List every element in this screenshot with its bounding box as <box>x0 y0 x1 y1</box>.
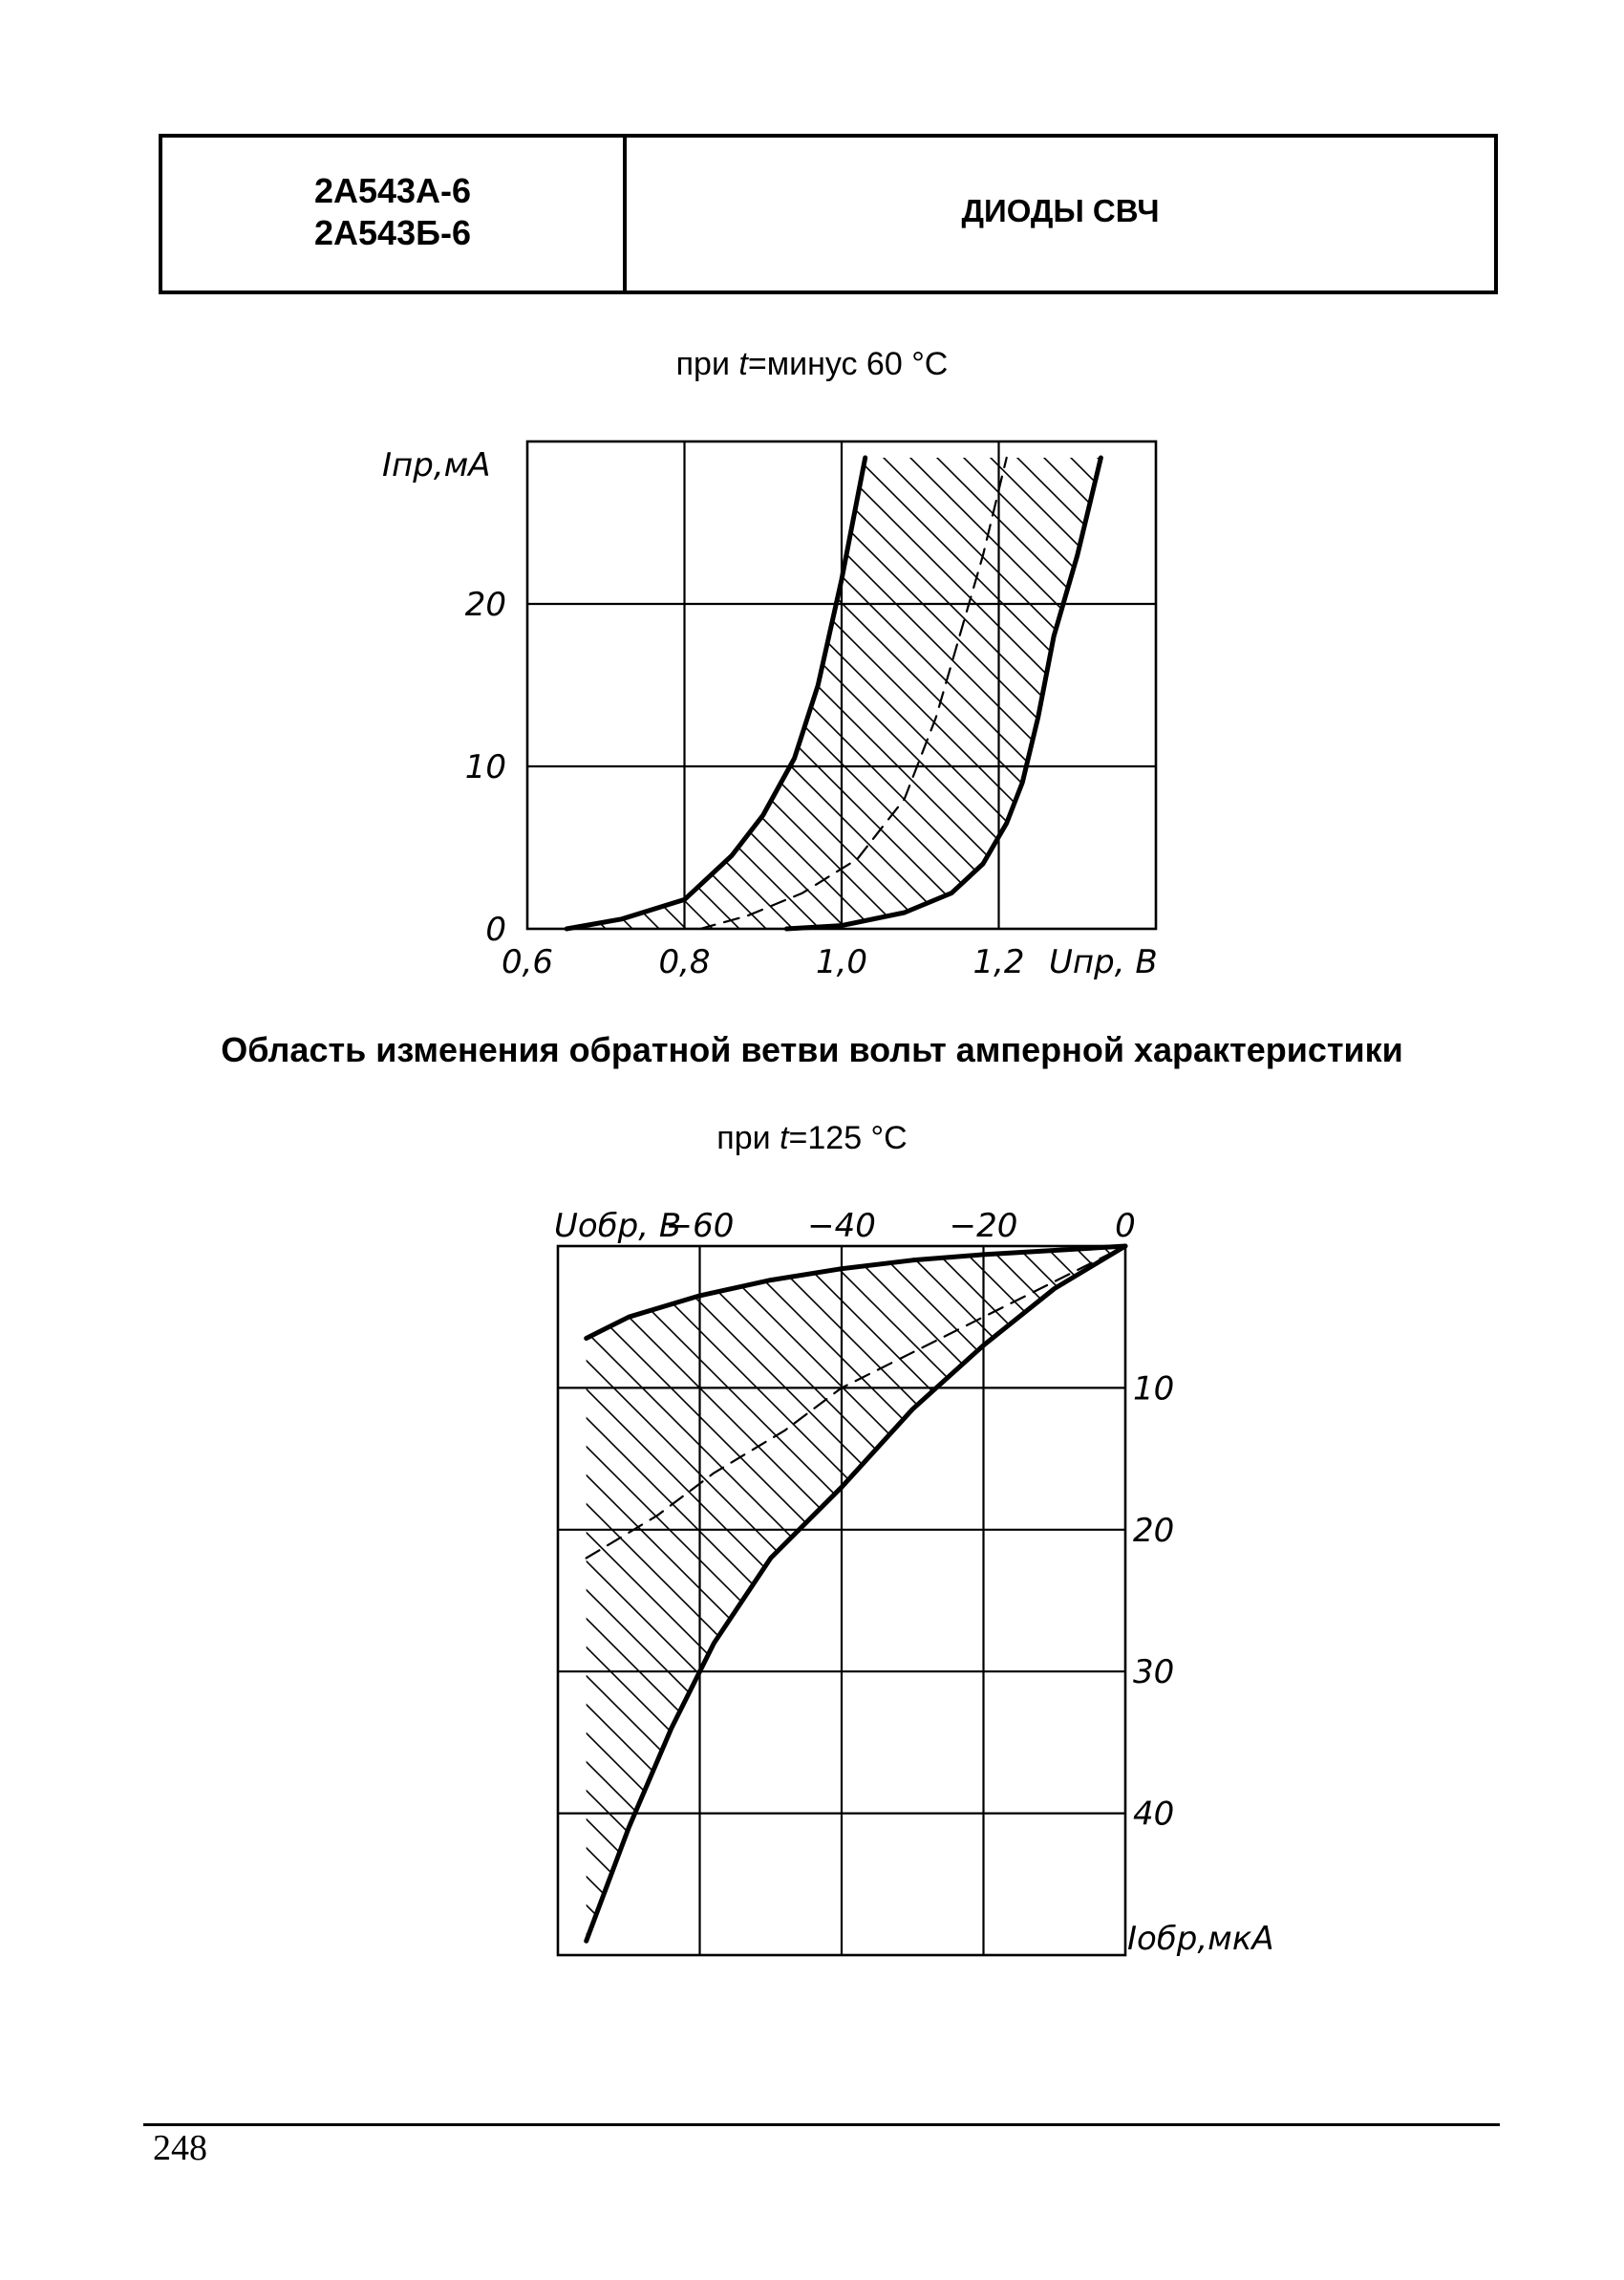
hatch-line <box>0 422 90 948</box>
hatch-line <box>1141 1227 1624 1974</box>
hatch-line <box>848 422 1374 948</box>
hatch-line <box>0 422 411 948</box>
model-name-b: 2А543Б-6 <box>314 213 471 252</box>
y-tick-label: 30 <box>1133 1653 1175 1692</box>
hatch-line <box>126 422 652 948</box>
hatch-line <box>0 422 304 948</box>
y-tick-label: 10 <box>1133 1369 1175 1409</box>
hatch-line <box>688 422 1213 948</box>
section-title: Область изменения обратной ветви вольт амперной характеристики <box>221 1030 1403 1069</box>
hatch-line <box>1517 422 1624 948</box>
hatch-line <box>310 1227 1057 1974</box>
chart1-condition-var: t <box>738 346 748 382</box>
hatch-line <box>1330 422 1624 948</box>
y-tick-label: 10 <box>464 748 506 786</box>
hatch-line <box>539 1227 1286 1974</box>
page-number: 248 <box>153 2128 207 2168</box>
hatch-line <box>0 422 36 948</box>
hatch-line <box>0 1227 598 1974</box>
hatch-line <box>0 422 384 948</box>
hatch-line <box>797 1227 1544 1974</box>
hatch-line <box>0 422 224 948</box>
hatch-line <box>1485 1227 1624 1974</box>
hatch-line <box>224 1227 971 1974</box>
band-hatching <box>0 422 1624 948</box>
hatch-line <box>338 1227 1085 1974</box>
hatch-line <box>340 422 865 948</box>
hatch-line <box>206 422 732 948</box>
hatch-line <box>661 422 1186 948</box>
hatch-line <box>0 422 197 948</box>
hatch-line <box>233 422 759 948</box>
hatch-line <box>0 1227 369 1974</box>
hatch-line <box>795 422 1320 948</box>
hatch-line <box>1599 1227 1624 1974</box>
hatch-line <box>0 422 518 948</box>
hatch-line <box>768 1227 1515 1974</box>
hatch-line <box>0 1227 82 1974</box>
hatch-line <box>955 422 1481 948</box>
hatch-line <box>0 422 438 948</box>
hatch-line <box>997 1227 1624 1974</box>
hatch-line <box>0 1227 225 1974</box>
hatch-line <box>1571 1227 1624 1974</box>
hatch-line <box>1196 422 1624 948</box>
hatch-line <box>1313 1227 1624 1974</box>
hatch-line <box>1227 1227 1624 1974</box>
hatch-line <box>1370 1227 1624 1974</box>
x-tick-label: 1,2 <box>972 943 1025 981</box>
hatch-line <box>0 422 331 948</box>
hatch-line <box>768 422 1293 948</box>
hatch-line <box>1303 422 1624 948</box>
y-tick-label: 40 <box>1133 1795 1175 1834</box>
hatch-line <box>0 1227 541 1974</box>
hatch-line <box>854 1227 1601 1974</box>
hatch-line <box>653 1227 1400 1974</box>
hatch-line <box>0 1227 684 1974</box>
hatch-line <box>1089 422 1614 948</box>
hatch-line <box>1437 422 1624 948</box>
hatch-line <box>73 422 598 948</box>
hatch-line <box>1169 1227 1624 1974</box>
model-name-a: 2А543А-6 <box>313 171 472 210</box>
hatch-line <box>0 422 491 948</box>
hatch-line <box>99 422 625 948</box>
hatch-line <box>0 422 143 948</box>
hatch-line <box>138 1227 885 1974</box>
hatch-line <box>1112 1227 1624 1974</box>
hatch-line <box>52 1227 799 1974</box>
hatch-line <box>252 1227 999 1974</box>
hatch-line <box>1464 422 1624 948</box>
hatch-line <box>0 1227 512 1974</box>
y-tick-label: 20 <box>464 586 506 624</box>
chart2-condition-suffix: =125 °С <box>788 1120 908 1156</box>
hatch-line <box>1399 1227 1624 1974</box>
hatch-line <box>1542 1227 1624 1974</box>
hatch-line <box>481 1227 1229 1974</box>
hatch-line <box>281 1227 1028 1974</box>
hatch-line <box>0 1227 340 1974</box>
hatch-line <box>0 422 250 948</box>
hatch-line <box>1490 422 1624 948</box>
hatch-line <box>23 1227 770 1974</box>
hatch-line <box>1250 422 1624 948</box>
hatch-line <box>1116 422 1624 948</box>
chart1-condition-suffix: =минус 60 °С <box>747 346 949 382</box>
boundary-curve <box>587 1246 1125 1941</box>
hatch-line <box>625 1227 1372 1974</box>
hatch-line <box>1255 1227 1624 1974</box>
hatch-line <box>0 422 464 948</box>
hatch-line <box>0 1227 283 1974</box>
hatch-line <box>474 422 999 948</box>
hatch-line <box>0 1227 254 1974</box>
hatch-line <box>1083 1227 1624 1974</box>
hatch-line <box>0 1227 139 1974</box>
hatch-line <box>1357 422 1624 948</box>
hatch-line <box>1143 422 1624 948</box>
hatch-line <box>1055 1227 1624 1974</box>
hatch-line <box>0 1227 168 1974</box>
hatch-line <box>501 422 1026 948</box>
hatch-line <box>0 1227 741 1974</box>
hatch-line <box>0 422 170 948</box>
x-tick-label: 0,8 <box>658 943 711 981</box>
hatch-line <box>1513 1227 1624 1974</box>
hatch-line <box>0 1227 111 1974</box>
footer-rule <box>143 2123 1500 2126</box>
hatch-line <box>166 1227 913 1974</box>
y-tick-label: 20 <box>1133 1511 1175 1550</box>
hatch-line <box>0 422 277 948</box>
chart2-y-axis-label: Iобр,мкА <box>1127 1920 1274 1958</box>
chart1-y-axis-label: Iпр,мА <box>382 446 491 484</box>
x-tick-label: 0,6 <box>501 943 554 981</box>
hatch-line <box>1383 422 1624 948</box>
hatch-line <box>1169 422 1624 948</box>
hatch-line <box>1276 422 1624 948</box>
tolerance-band <box>566 458 1100 929</box>
hatch-line <box>287 422 812 948</box>
hatch-line <box>19 422 545 948</box>
hatch-line <box>0 1227 627 1974</box>
hatch-line <box>0 1227 397 1974</box>
hatch-line <box>929 422 1454 948</box>
hatch-line <box>260 422 785 948</box>
x-tick-label: 1,0 <box>815 943 868 981</box>
hatch-line <box>0 1227 197 1974</box>
hatch-line <box>1198 1227 1624 1974</box>
x-tick-label: −40 <box>807 1207 876 1245</box>
chart1-condition-prefix: при <box>675 346 739 382</box>
hatch-line <box>1062 422 1588 948</box>
hatch-line <box>608 422 1133 948</box>
hatch-line <box>0 1227 713 1974</box>
hatch-line <box>739 1227 1486 1974</box>
hatch-line <box>1009 422 1534 948</box>
hatch-line <box>1456 1227 1624 1974</box>
hatch-line <box>825 1227 1572 1974</box>
hatch-line <box>46 422 571 948</box>
chart2-condition-var: t <box>780 1120 789 1156</box>
hatch-line <box>80 1227 827 1974</box>
hatch-line <box>634 422 1160 948</box>
chart1-x-axis-label: Uпр, В <box>1049 943 1158 981</box>
hatch-line <box>180 422 705 948</box>
hatch-line <box>1427 1227 1624 1974</box>
hatch-line <box>875 422 1400 948</box>
hatch-line <box>195 1227 942 1974</box>
hatch-line <box>1597 422 1624 948</box>
hatch-line <box>1341 1227 1624 1974</box>
tolerance-band <box>587 1246 1125 1941</box>
band-hatching <box>0 1227 1624 1974</box>
hatch-line <box>1284 1227 1624 1974</box>
boundary-curve <box>566 458 865 929</box>
header-title: ДИОДЫ СВЧ <box>961 193 1160 228</box>
hatch-line <box>0 422 357 948</box>
hatch-line <box>911 1227 1624 1974</box>
hatch-line <box>0 1227 311 1974</box>
hatch-line <box>1544 422 1624 948</box>
forward-branch-chart <box>0 422 1624 981</box>
x-tick-label: −60 <box>665 1207 735 1245</box>
hatch-line <box>0 1227 426 1974</box>
hatch-line <box>0 422 10 948</box>
hatch-line <box>0 1227 483 1974</box>
hatch-line <box>1026 1227 1624 1974</box>
hatch-line <box>0 1227 569 1974</box>
reverse-branch-chart <box>0 1207 1624 1974</box>
hatch-line <box>711 1227 1458 1974</box>
hatch-line <box>453 1227 1200 1974</box>
hatch-line <box>969 1227 1624 1974</box>
chart2-condition-prefix: при <box>716 1120 780 1156</box>
hatch-line <box>940 1227 1624 1974</box>
hatch-line <box>1036 422 1561 948</box>
hatch-line <box>0 1227 455 1974</box>
hatch-line <box>982 422 1507 948</box>
hatch-line <box>420 422 946 948</box>
x-tick-label: −20 <box>949 1207 1018 1245</box>
chart2-x-axis-label: Uобр, В <box>554 1207 682 1245</box>
hatch-line <box>596 1227 1343 1974</box>
typical-curve <box>587 1246 1125 1559</box>
hatch-line <box>0 422 63 948</box>
hatch-line <box>0 1227 53 1974</box>
boundary-curve <box>587 1246 1125 1339</box>
hatch-line <box>0 422 117 948</box>
y-tick-label: 0 <box>485 911 506 949</box>
hatch-line <box>1571 422 1624 948</box>
hatch-line <box>822 422 1347 948</box>
hatch-line <box>153 422 678 948</box>
hatch-line <box>313 422 839 948</box>
hatch-line <box>395 1227 1143 1974</box>
hatch-line <box>367 422 892 948</box>
hatch-line <box>682 1227 1429 1974</box>
hatch-line <box>0 1227 25 1974</box>
hatch-line <box>581 422 1106 948</box>
x-tick-label: 0 <box>1115 1207 1136 1245</box>
hatch-line <box>447 422 972 948</box>
hatch-line <box>1223 422 1624 948</box>
hatch-line <box>567 1227 1314 1974</box>
hatch-line <box>510 1227 1257 1974</box>
hatch-line <box>424 1227 1171 1974</box>
hatch-line <box>1410 422 1624 948</box>
